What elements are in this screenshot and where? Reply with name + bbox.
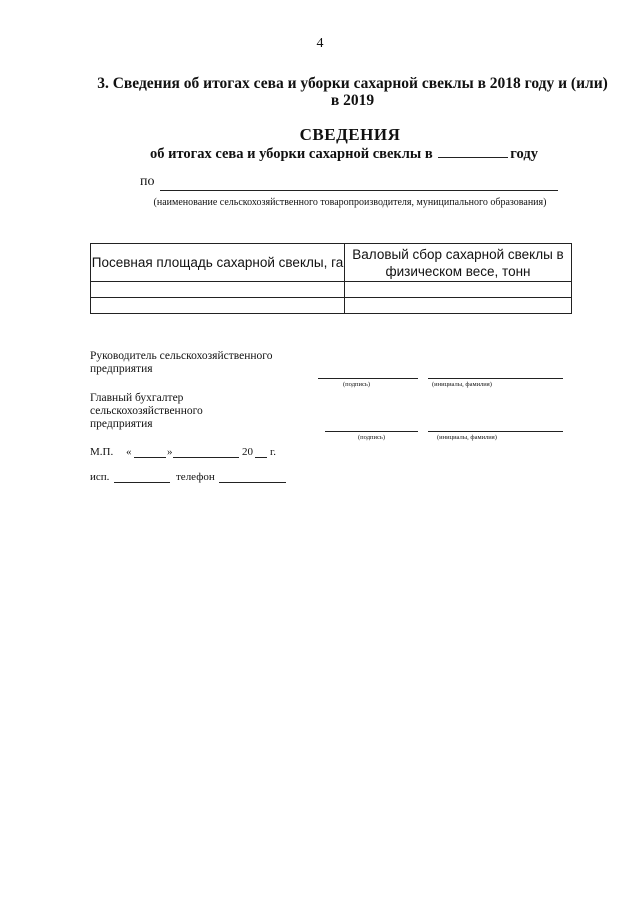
- year-blank[interactable]: [438, 145, 508, 158]
- table-cell[interactable]: [91, 298, 345, 314]
- executor-label: исп.: [90, 471, 110, 483]
- document-subtitle: [150, 145, 538, 163]
- year-digits-blank[interactable]: [255, 457, 267, 458]
- po-caption: (наименование сельскохозяйственного товаропроизводителя, муниципального образования): [153, 197, 547, 208]
- year-suffix: г.: [270, 446, 277, 458]
- executor-field[interactable]: [114, 482, 170, 483]
- page-number: 4: [316, 36, 324, 51]
- head-label: Руководитель сельскохозяйственного предприятия: [90, 350, 273, 375]
- po-label: по: [140, 174, 155, 189]
- table-cell[interactable]: [91, 282, 345, 298]
- table-row: [91, 282, 572, 298]
- head-name-line[interactable]: [428, 378, 563, 379]
- table-header-row: [91, 244, 572, 282]
- subtitle-prefix: об итогах сева и уборки сахарной свеклы в: [150, 146, 433, 162]
- head-signature-caption: (подпись): [343, 381, 370, 388]
- head-name-caption: (инициалы, фамилия): [432, 381, 492, 388]
- data-table: [90, 243, 572, 314]
- accountant-signature-line[interactable]: [325, 431, 418, 432]
- document-title: СВЕДЕНИЯ: [299, 125, 401, 144]
- accountant-name-caption: (инициалы, фамилия): [437, 434, 497, 441]
- accountant-name-line[interactable]: [428, 431, 563, 432]
- subtitle-suffix: году: [510, 146, 538, 162]
- day-blank[interactable]: [134, 457, 166, 458]
- section-heading: 3. Сведения об итогах сева и уборки сахарной свеклы в 2018 году и (или) в 2019: [97, 75, 608, 109]
- accountant-signature-caption: (подпись): [358, 434, 385, 441]
- table-row: [91, 298, 572, 314]
- table-header-area: Посевная площадь сахарной свеклы, га: [91, 244, 345, 282]
- close-quote: »: [167, 446, 173, 458]
- month-blank[interactable]: [173, 457, 239, 458]
- phone-field[interactable]: [219, 482, 286, 483]
- table-cell[interactable]: [345, 282, 572, 298]
- producer-name-field[interactable]: [160, 190, 558, 191]
- accountant-label: Главный бухгалтер сельскохозяйственного предприятия: [90, 392, 203, 430]
- table-cell[interactable]: [345, 298, 572, 314]
- phone-label: телефон: [176, 471, 215, 483]
- table-header-harvest: Валовый сбор сахарной свеклы в физическом весе, тонн: [345, 244, 572, 282]
- year-prefix: 20: [242, 446, 253, 458]
- open-quote: «: [126, 446, 132, 458]
- stamp-label: М.П.: [90, 446, 114, 458]
- head-signature-line[interactable]: [318, 378, 418, 379]
